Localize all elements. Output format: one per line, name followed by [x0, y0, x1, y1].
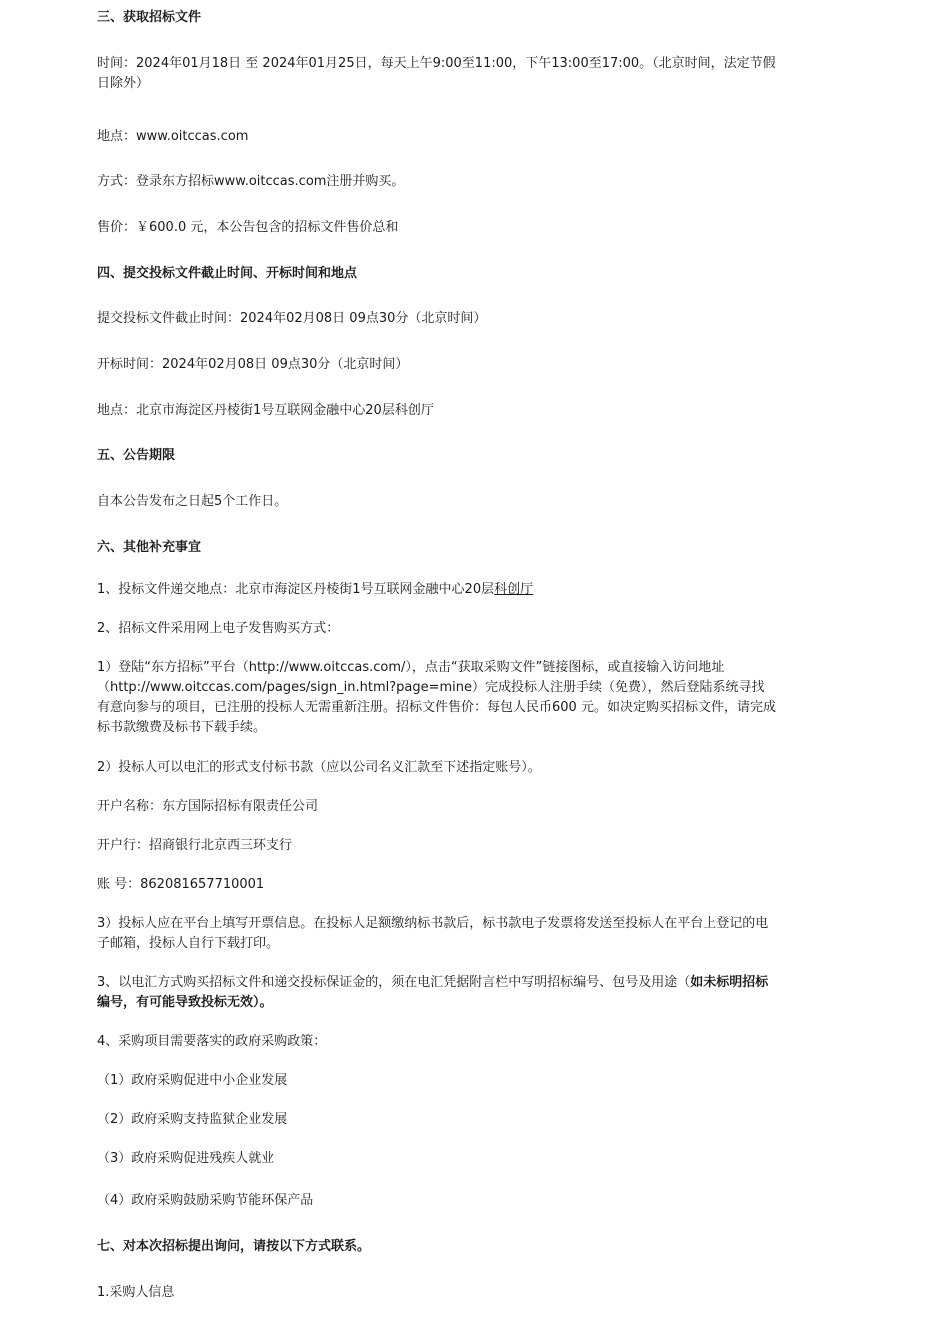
section-6-item-4: 4、采购项目需要落实的政府采购政策： — [97, 1034, 327, 1049]
section-6-item-2-2: 2）投标人可以电汇的形式支付标书款（应以公司名义汇款至下述指定账号）。 — [97, 760, 541, 775]
venue-link[interactable]: 科创厅 — [494, 582, 534, 597]
account-number: 账 号：862081657710001 — [97, 877, 265, 892]
section-3-time: 时间：2024年01月18日 至 2024年01月25日，每天上午9:00至11:00，下午13:00至17:00。（北京时间，法定节假日除外） — [97, 56, 776, 91]
section-4-opening: 开标时间：2024年02月08日 09点30分（北京时间） — [97, 357, 409, 372]
section-6-item-2-1: 1）登陆“东方招标”平台（http://www.oitccas.com/），点击“获取采购文件”链接图标，或直接输入访问地址（http://www.oitccas.com/pages/sign_in.html?page=mine）完成投标人注册手续（免费），然后登陆系统寻找有意向参与的项目，已注册的投标人无需重新注册。招标文件售价：每包人民币600 元。如决定购买招标文件，请完成标书款缴费及标书下载手续。 — [97, 660, 776, 735]
section-7-heading: 七、对本次招标提出询问，请按以下方式联系。 — [97, 1239, 371, 1254]
section-3-price: 售价：￥600.0 元，本公告包含的招标文件售价总和 — [97, 220, 399, 235]
section-6-item-1 — [97, 580, 777, 600]
item-3-close: ）。 — [253, 995, 273, 1010]
policy-2: （2）政府采购支持监狱企业发展 — [97, 1112, 288, 1127]
item-1-text: 1、投标文件递交地点：北京市海淀区丹棱街1号互联网金融中心20层 — [97, 582, 495, 597]
section-6-item-2-3: 3）投标人应在平台上填写开票信息。在投标人足额缴纳标书款后，标书款电子发票将发送至投标人在平台上登记的电子邮箱，投标人自行下载打印。 — [97, 916, 769, 951]
item-3-text: 3、以电汇方式购买招标文件和递交投标保证金的，须在电汇凭据附言栏中写明招标编号、包号及用途（ — [97, 975, 691, 990]
section-3-place: 地点：www.oitccas.com — [97, 129, 249, 144]
section-3-method: 方式：登录东方招标www.oitccas.com注册并购买。 — [97, 174, 405, 189]
section-4-place: 地点：北京市海淀区丹棱街1号互联网金融中心20层科创厅 — [97, 403, 434, 418]
section-3-heading: 三、获取招标文件 — [97, 10, 202, 25]
policy-3: （3）政府采购促进残疾人就业 — [97, 1151, 275, 1166]
section-4-heading: 四、提交投标文件截止时间、开标时间和地点 — [97, 266, 358, 281]
section-5-heading: 五、公告期限 — [97, 448, 176, 463]
section-6-item-3 — [97, 973, 777, 1013]
section-5-text: 自本公告发布之日起5个工作日。 — [97, 494, 288, 509]
policy-4: （4）政府采购鼓励采购节能环保产品 — [97, 1193, 314, 1208]
bank-name: 开户行：招商银行北京西三环支行 — [97, 838, 293, 853]
item-3-warning: 如未标明招标编号，有可能导致投标无效 — [97, 975, 769, 1010]
section-4-deadline: 提交投标文件截止时间：2024年02月08日 09点30分（北京时间） — [97, 311, 487, 326]
buyer-info-heading: 1.采购人信息 — [97, 1285, 175, 1300]
section-6-heading: 六、其他补充事宜 — [97, 540, 202, 555]
account-name: 开户名称：东方国际招标有限责任公司 — [97, 799, 319, 814]
section-6-item-2: 2、招标文件采用网上电子发售购买方式： — [97, 621, 340, 636]
policy-1: （1）政府采购促进中小企业发展 — [97, 1073, 288, 1088]
